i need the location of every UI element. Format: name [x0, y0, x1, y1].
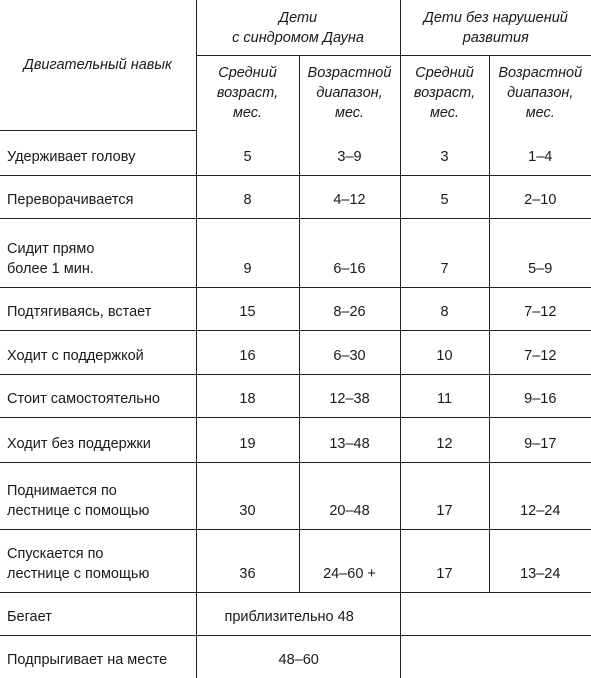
typical-mean-cell: 7 — [400, 218, 489, 287]
skill-cell: Сидит прямо более 1 мин. — [0, 218, 196, 287]
down-range-cell: 8–26 — [299, 287, 400, 330]
skill-cell: Ходит без поддержки — [0, 417, 196, 462]
header-group-typical: Дети без нарушений развития — [400, 0, 591, 56]
down-mean-cell: 36 — [196, 529, 299, 592]
down-range-cell: 24–60 + — [299, 529, 400, 592]
typical-mean-cell: 5 — [400, 175, 489, 218]
typical-mean-cell: 3 — [400, 130, 489, 175]
down-range-cell: 4–12 — [299, 175, 400, 218]
down-range-cell: 20–48 — [299, 462, 400, 529]
typical-mean-cell: 10 — [400, 330, 489, 374]
header-down-mean-age: Средний возраст, мес. — [196, 56, 299, 131]
down-mean-cell: 18 — [196, 374, 299, 417]
skill-cell: Подпрыгивает на месте — [0, 635, 196, 678]
down-mean-cell: 8 — [196, 175, 299, 218]
typical-empty-cell — [400, 592, 591, 635]
skill-cell: Переворачивается — [0, 175, 196, 218]
typical-range-cell: 7–12 — [489, 330, 591, 374]
table-row — [0, 417, 591, 462]
header-typical-mean-age: Средний возраст, мес. — [400, 56, 489, 131]
down-range-cell: 6–16 — [299, 218, 400, 287]
skill-cell: Стоит самостоятельно — [0, 374, 196, 417]
typical-range-cell: 9–17 — [489, 417, 591, 462]
typical-range-cell: 7–12 — [489, 287, 591, 330]
down-mean-cell: 9 — [196, 218, 299, 287]
down-mean-cell: 19 — [196, 417, 299, 462]
down-range-cell: 3–9 — [299, 130, 400, 175]
typical-mean-cell: 17 — [400, 462, 489, 529]
down-mean-cell: 16 — [196, 330, 299, 374]
table-row — [0, 592, 591, 635]
skill-cell: Бегает — [0, 592, 196, 635]
table-row — [0, 529, 591, 592]
table-row — [0, 635, 591, 678]
header-group-down-syndrome: Дети с синдромом Дауна — [196, 0, 400, 56]
down-combined-cell: 48–60 — [196, 635, 400, 678]
skill-cell: Удерживает голову — [0, 130, 196, 175]
down-range-cell: 13–48 — [299, 417, 400, 462]
typical-mean-cell: 8 — [400, 287, 489, 330]
skill-cell: Ходит с поддержкой — [0, 330, 196, 374]
down-range-cell: 12–38 — [299, 374, 400, 417]
typical-mean-cell: 17 — [400, 529, 489, 592]
header-motor-skill: Двигательный навык — [0, 0, 196, 130]
down-mean-cell: 5 — [196, 130, 299, 175]
typical-mean-cell: 11 — [400, 374, 489, 417]
typical-range-cell: 9–16 — [489, 374, 591, 417]
skill-cell: Поднимается по лестнице с помощью — [0, 462, 196, 529]
typical-range-cell: 5–9 — [489, 218, 591, 287]
typical-empty-cell — [400, 635, 591, 678]
typical-range-cell: 12–24 — [489, 462, 591, 529]
typical-range-cell: 13–24 — [489, 529, 591, 592]
down-mean-cell: 15 — [196, 287, 299, 330]
header-typical-age-range: Возрастной диапазон, мес. — [489, 56, 591, 131]
header-down-age-range: Возрастной диапазон, мес. — [299, 56, 400, 131]
typical-range-cell: 1–4 — [489, 130, 591, 175]
typical-mean-cell: 12 — [400, 417, 489, 462]
typical-range-cell: 2–10 — [489, 175, 591, 218]
table-row — [0, 462, 591, 529]
table-row — [0, 130, 591, 175]
table-row — [0, 175, 591, 218]
down-mean-cell: 30 — [196, 462, 299, 529]
skill-cell: Спускается по лестнице с помощью — [0, 529, 196, 592]
down-combined-cell: приблизительно 48 — [196, 592, 400, 635]
skill-cell: Подтягиваясь, встает — [0, 287, 196, 330]
table-row — [0, 287, 591, 330]
down-range-cell: 6–30 — [299, 330, 400, 374]
table-row — [0, 330, 591, 374]
table-row — [0, 218, 591, 287]
table-row — [0, 374, 591, 417]
